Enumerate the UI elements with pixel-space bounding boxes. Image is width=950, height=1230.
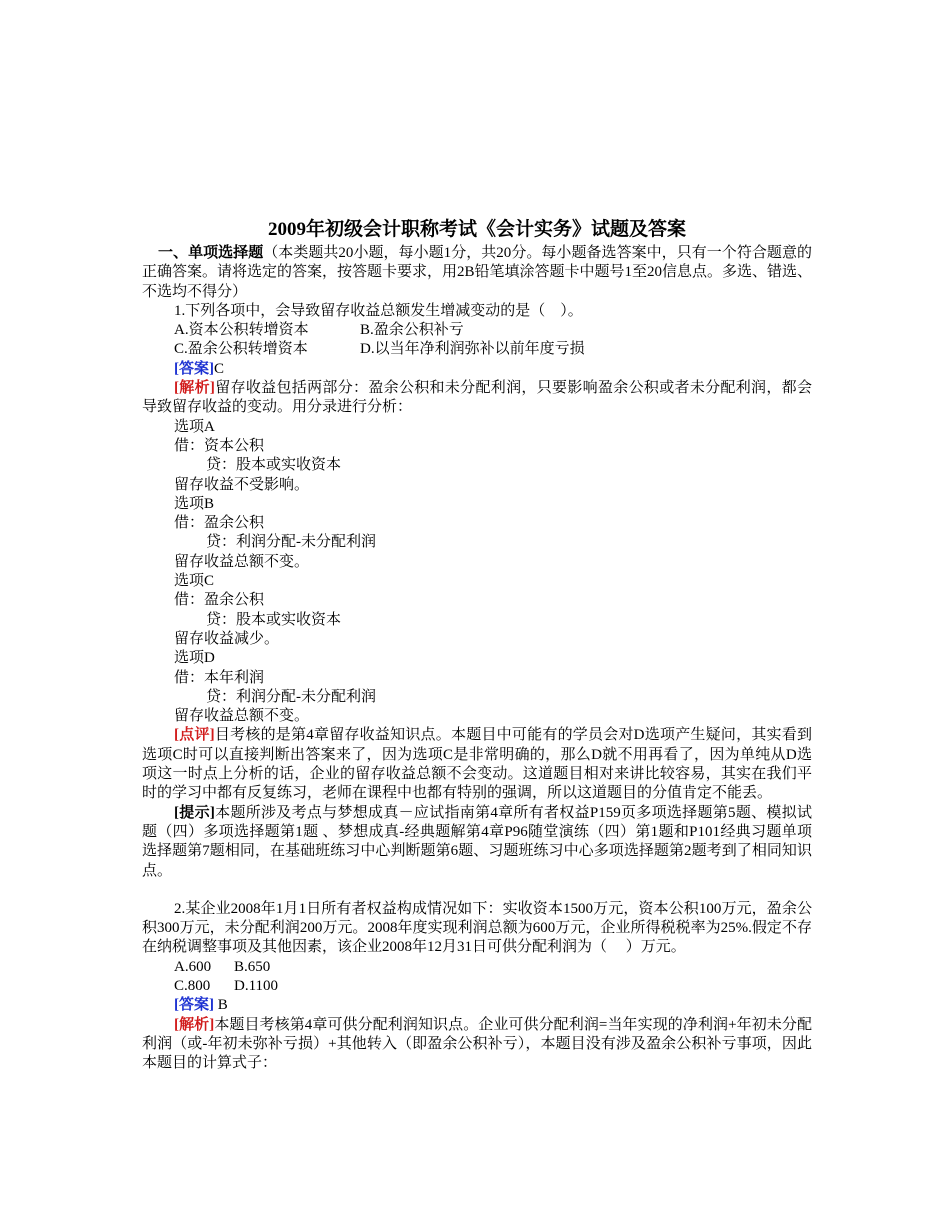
q1-entry-credit: 贷：利润分配-未分配利润	[206, 688, 376, 705]
q1-entry-option: 选项C	[174, 573, 215, 590]
q1-entry-credit: 贷：股本或实收资本	[206, 611, 342, 628]
q2-analysis-text: 本题目考核第4章可供分配利润知识点。企业可供分配利润=当年实现的净利润+年初未分配利润（或-年初未弥补亏损）+其他转入（即盈余公积补亏），本题目没有涉及盈余公积补亏事项，因此本题目的计算式子：	[142, 1016, 812, 1072]
section-instructions: （本类题共20小题，每小题1分，共20分。每小题备选答案中，只有一个符合题意的正确答案。请将选定的答案，按答题卡要求，用2B铅笔填涂答题卡中题号1至20信息点。多选、错选、不选均不得分）	[142, 245, 813, 300]
q1-analysis-tag: [解析]	[174, 380, 215, 397]
q1-option-a: A.资本公积转增资本	[174, 322, 309, 339]
q2-option-b: B.650	[234, 958, 271, 975]
q1-entry-result: 留存收益总额不变。	[174, 708, 310, 725]
q1-analysis-text: 留存收益包括两部分：盈余公积和未分配利润，只要影响盈余公积或者未分配利润，都会导致留存收益的变动。用分录进行分析：	[142, 380, 812, 416]
q1-entry-option: 选项B	[174, 495, 215, 512]
q1-entry-option: 选项D	[174, 650, 215, 667]
q1-entry-credit: 贷：利润分配-未分配利润	[206, 534, 376, 551]
q2-answer	[142, 996, 812, 1015]
q1-answer	[142, 360, 812, 379]
q2-options-row1	[142, 958, 812, 977]
q2-stem: 2.某企业2008年1月1日所有者权益构成情况如下：实收资本1500万元，资本公积100万元，盈余公积300万元，未分配利润200万元。2008年度实现利润总额为600万元，企业所得税税率为25%.假定不存在纳税调整事项及其他因素，该企业2008年12月31日可供分配利润为（ ）万元。	[142, 900, 812, 956]
q1-entry-result: 留存收益减少。	[174, 630, 280, 647]
q1-option-c: C.盈余公积转增资本	[174, 341, 308, 358]
spacer	[142, 881, 812, 900]
q1-entry-credit: 贷：股本或实收资本	[206, 457, 342, 474]
q2-options-row2	[142, 977, 812, 996]
q1-entry-result: 留存收益总额不变。	[174, 553, 310, 570]
document-page	[142, 217, 812, 1073]
q2-option-d: D.1100	[234, 977, 279, 994]
q1-hint	[142, 804, 812, 881]
q2-analysis	[142, 1016, 812, 1074]
q1-entry-debit: 借：盈余公积	[174, 515, 265, 532]
q1-analysis	[142, 379, 812, 418]
q1-entry-debit: 借：盈余公积	[174, 592, 265, 609]
section-intro	[142, 244, 812, 302]
q1-option-d: D.以当年净利润弥补以前年度亏损	[360, 341, 585, 358]
q1-option-b: B.盈余公积补亏	[360, 322, 464, 339]
q1-answer-tag: [答案]	[174, 360, 214, 377]
q1-stem: 1.下列各项中，会导致留存收益总额发生增减变动的是（ ）。	[174, 302, 583, 319]
q2-option-c: C.800	[174, 977, 211, 994]
q1-answer-value: C	[214, 360, 225, 377]
q1-entry-option: 选项A	[174, 418, 215, 435]
q1-review-tag: [点评]	[174, 727, 215, 744]
q1-options-row2	[142, 340, 812, 359]
q2-answer-value: B	[214, 997, 228, 1014]
q1-review	[142, 726, 812, 803]
q1-options-row1	[142, 321, 812, 340]
q1-entry-debit: 借：本年利润	[174, 669, 265, 686]
q1-entry-debit: 借：资本公积	[174, 437, 265, 454]
q2-option-a: A.600	[174, 958, 212, 975]
q1-hint-tag: [提示]	[174, 804, 215, 821]
section-heading: 一、单项选择题	[158, 245, 264, 261]
q2-answer-tag: [答案]	[174, 997, 214, 1014]
q1-entry-result: 留存收益不受影响。	[174, 476, 310, 493]
q2-analysis-tag: [解析]	[174, 1016, 215, 1033]
q1-hint-text: 本题所涉及考点与梦想成真－应试指南第4章所有者权益P159页多项选择题第5题、模拟试题（四）多项选择题第1题 、梦想成真-经典题解第4章P96随堂演练（四）第1题和P101经典习题单项选择题第7题相同，在基础班练习中心判断题第6题、习题班练习中心多项选择题第2题考到了相同知识点。	[142, 804, 812, 879]
document-title: 2009年初级会计职称考试《会计实务》试题及答案	[267, 219, 686, 240]
q1-review-text: 目考核的是第4章留存收益知识点。本题目中可能有的学员会对D选项产生疑问，其实看到选项C时可以直接判断出答案来了，因为选项C是非常明确的，那么D就不用再看了，因为单纯从D选项这一时点上分析的话，企业的留存收益总额不会变动。这道题目相对来讲比较容易，其实在我们平时的学习中都有反复练习，老师在课程中也都有特别的强调，所以这道题目的分值肯定不能丢。	[142, 727, 812, 802]
